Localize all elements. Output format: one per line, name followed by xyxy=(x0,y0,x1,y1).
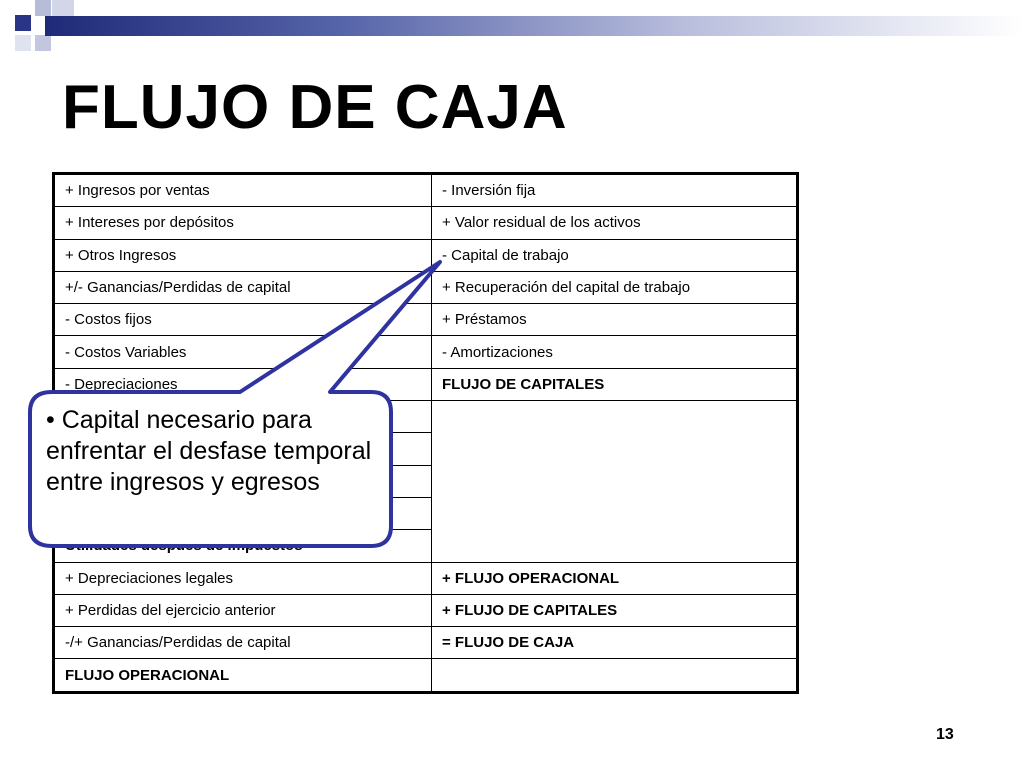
page-number: 13 xyxy=(936,726,954,743)
table-cell-left: +/- Ganancias/Perdidas de capital xyxy=(54,271,432,303)
callout-bullet: • xyxy=(46,406,55,434)
table-cell-right: - Amortizaciones xyxy=(432,336,798,368)
table-cell-left: + Otros Ingresos xyxy=(54,239,432,271)
callout-text xyxy=(46,405,376,498)
table-cell-right: + Valor residual de los activos xyxy=(432,207,798,239)
table-cell-left: + Depreciaciones legales xyxy=(54,562,432,594)
callout-label: Capital necesario para enfrentar el desfase temporal entre ingresos y egresos xyxy=(46,406,372,496)
table-cell-right: FLUJO DE CAPITALES xyxy=(432,368,798,400)
table-cell-left: - Depreciaciones xyxy=(54,368,432,400)
table-cell-left: + Ingresos por ventas xyxy=(54,174,432,207)
table-cell-right: + FLUJO OPERACIONAL xyxy=(432,562,798,594)
table-cell-left: + Perdidas del ejercicio anterior xyxy=(54,594,432,626)
table-cell-left: -/+ Ganancias/Perdidas de capital xyxy=(54,627,432,659)
table-cell-right: - Inversión fija xyxy=(432,174,798,207)
table-cell-left: FLUJO OPERACIONAL xyxy=(54,659,432,692)
table-cell-left: - Costos Variables xyxy=(54,336,432,368)
table-cell-right: + FLUJO DE CAPITALES xyxy=(432,594,798,626)
table-cell-right: + Préstamos xyxy=(432,304,798,336)
table-cell-left: - Costos fijos xyxy=(54,304,432,336)
table-cell-left: + Intereses por depósitos xyxy=(54,207,432,239)
table-cell-right: = FLUJO DE CAJA xyxy=(432,627,798,659)
table-cell-right: - Capital de trabajo xyxy=(432,239,798,271)
table-cell-right: + Recuperación del capital de trabajo xyxy=(432,271,798,303)
slide-title: FLUJO DE CAJA xyxy=(62,73,568,142)
